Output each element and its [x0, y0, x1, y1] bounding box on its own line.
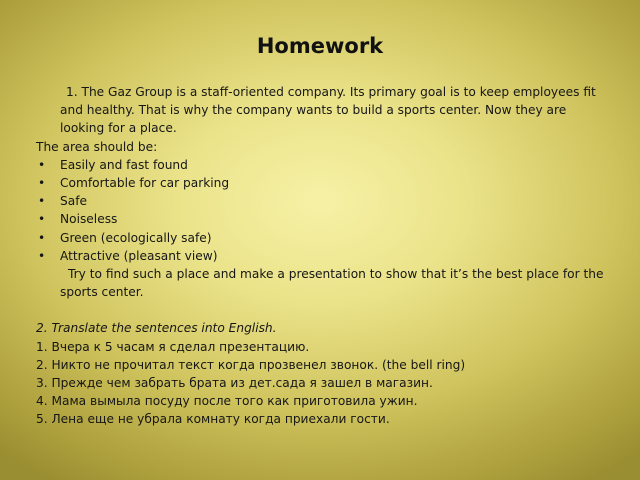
- bullet-icon: •: [38, 212, 46, 227]
- list-item-text: Comfortable for car parking: [60, 176, 230, 191]
- bullet-icon: •: [38, 248, 46, 263]
- sentence-item: 5. Лена еще не убрала комнату когда приехали гости.: [36, 412, 390, 427]
- section-spacer: [36, 301, 608, 319]
- area-heading: The area should be:: [36, 139, 158, 154]
- list-item-text: Green (ecologically safe): [60, 230, 212, 245]
- bullet-icon: •: [38, 230, 46, 245]
- list-item-text: Easily and fast found: [60, 157, 188, 172]
- sentence-item: 4. Мама вымыла посуду после того как приготовила ужин.: [36, 394, 418, 409]
- list-item-text: Safe: [60, 194, 87, 209]
- list-item: [36, 156, 608, 174]
- requirements-list: [36, 156, 608, 265]
- sentence-item: 1. Вчера к 5 часам я сделал презентацию.: [36, 339, 310, 354]
- task-1-intro: 1. The Gaz Group is a staff-oriented company. Its primary goal is to keep employees fit and healthy. That is why the company wants to build a sports center. Now they are looking for a place.: [60, 85, 596, 136]
- task-1-note: Try to find such a place and make a presentation to show that it’s the best place for the sports center.: [60, 267, 604, 300]
- sentence-item: 2. Никто не прочитал текст когда прозвенел звонок. (the bell ring): [36, 357, 466, 372]
- slide-body: [36, 83, 608, 429]
- list-item-text: Attractive (pleasant view): [60, 248, 218, 263]
- list-item: [36, 174, 608, 192]
- bullet-icon: •: [38, 194, 46, 209]
- list-item: [36, 192, 608, 210]
- translation-sentences: [36, 338, 608, 429]
- bullet-icon: •: [38, 176, 46, 191]
- sentence-item: 3. Прежде чем забрать брата из дет.сада я зашел в магазин.: [36, 376, 433, 391]
- slide-title: Homework: [256, 34, 384, 58]
- list-item: [36, 210, 608, 228]
- bullet-icon: •: [38, 157, 46, 172]
- list-item: [36, 247, 608, 265]
- list-item: [36, 229, 608, 247]
- list-item-text: Noiseless: [60, 212, 118, 227]
- task-2-heading: 2. Translate the sentences into English.: [36, 321, 277, 336]
